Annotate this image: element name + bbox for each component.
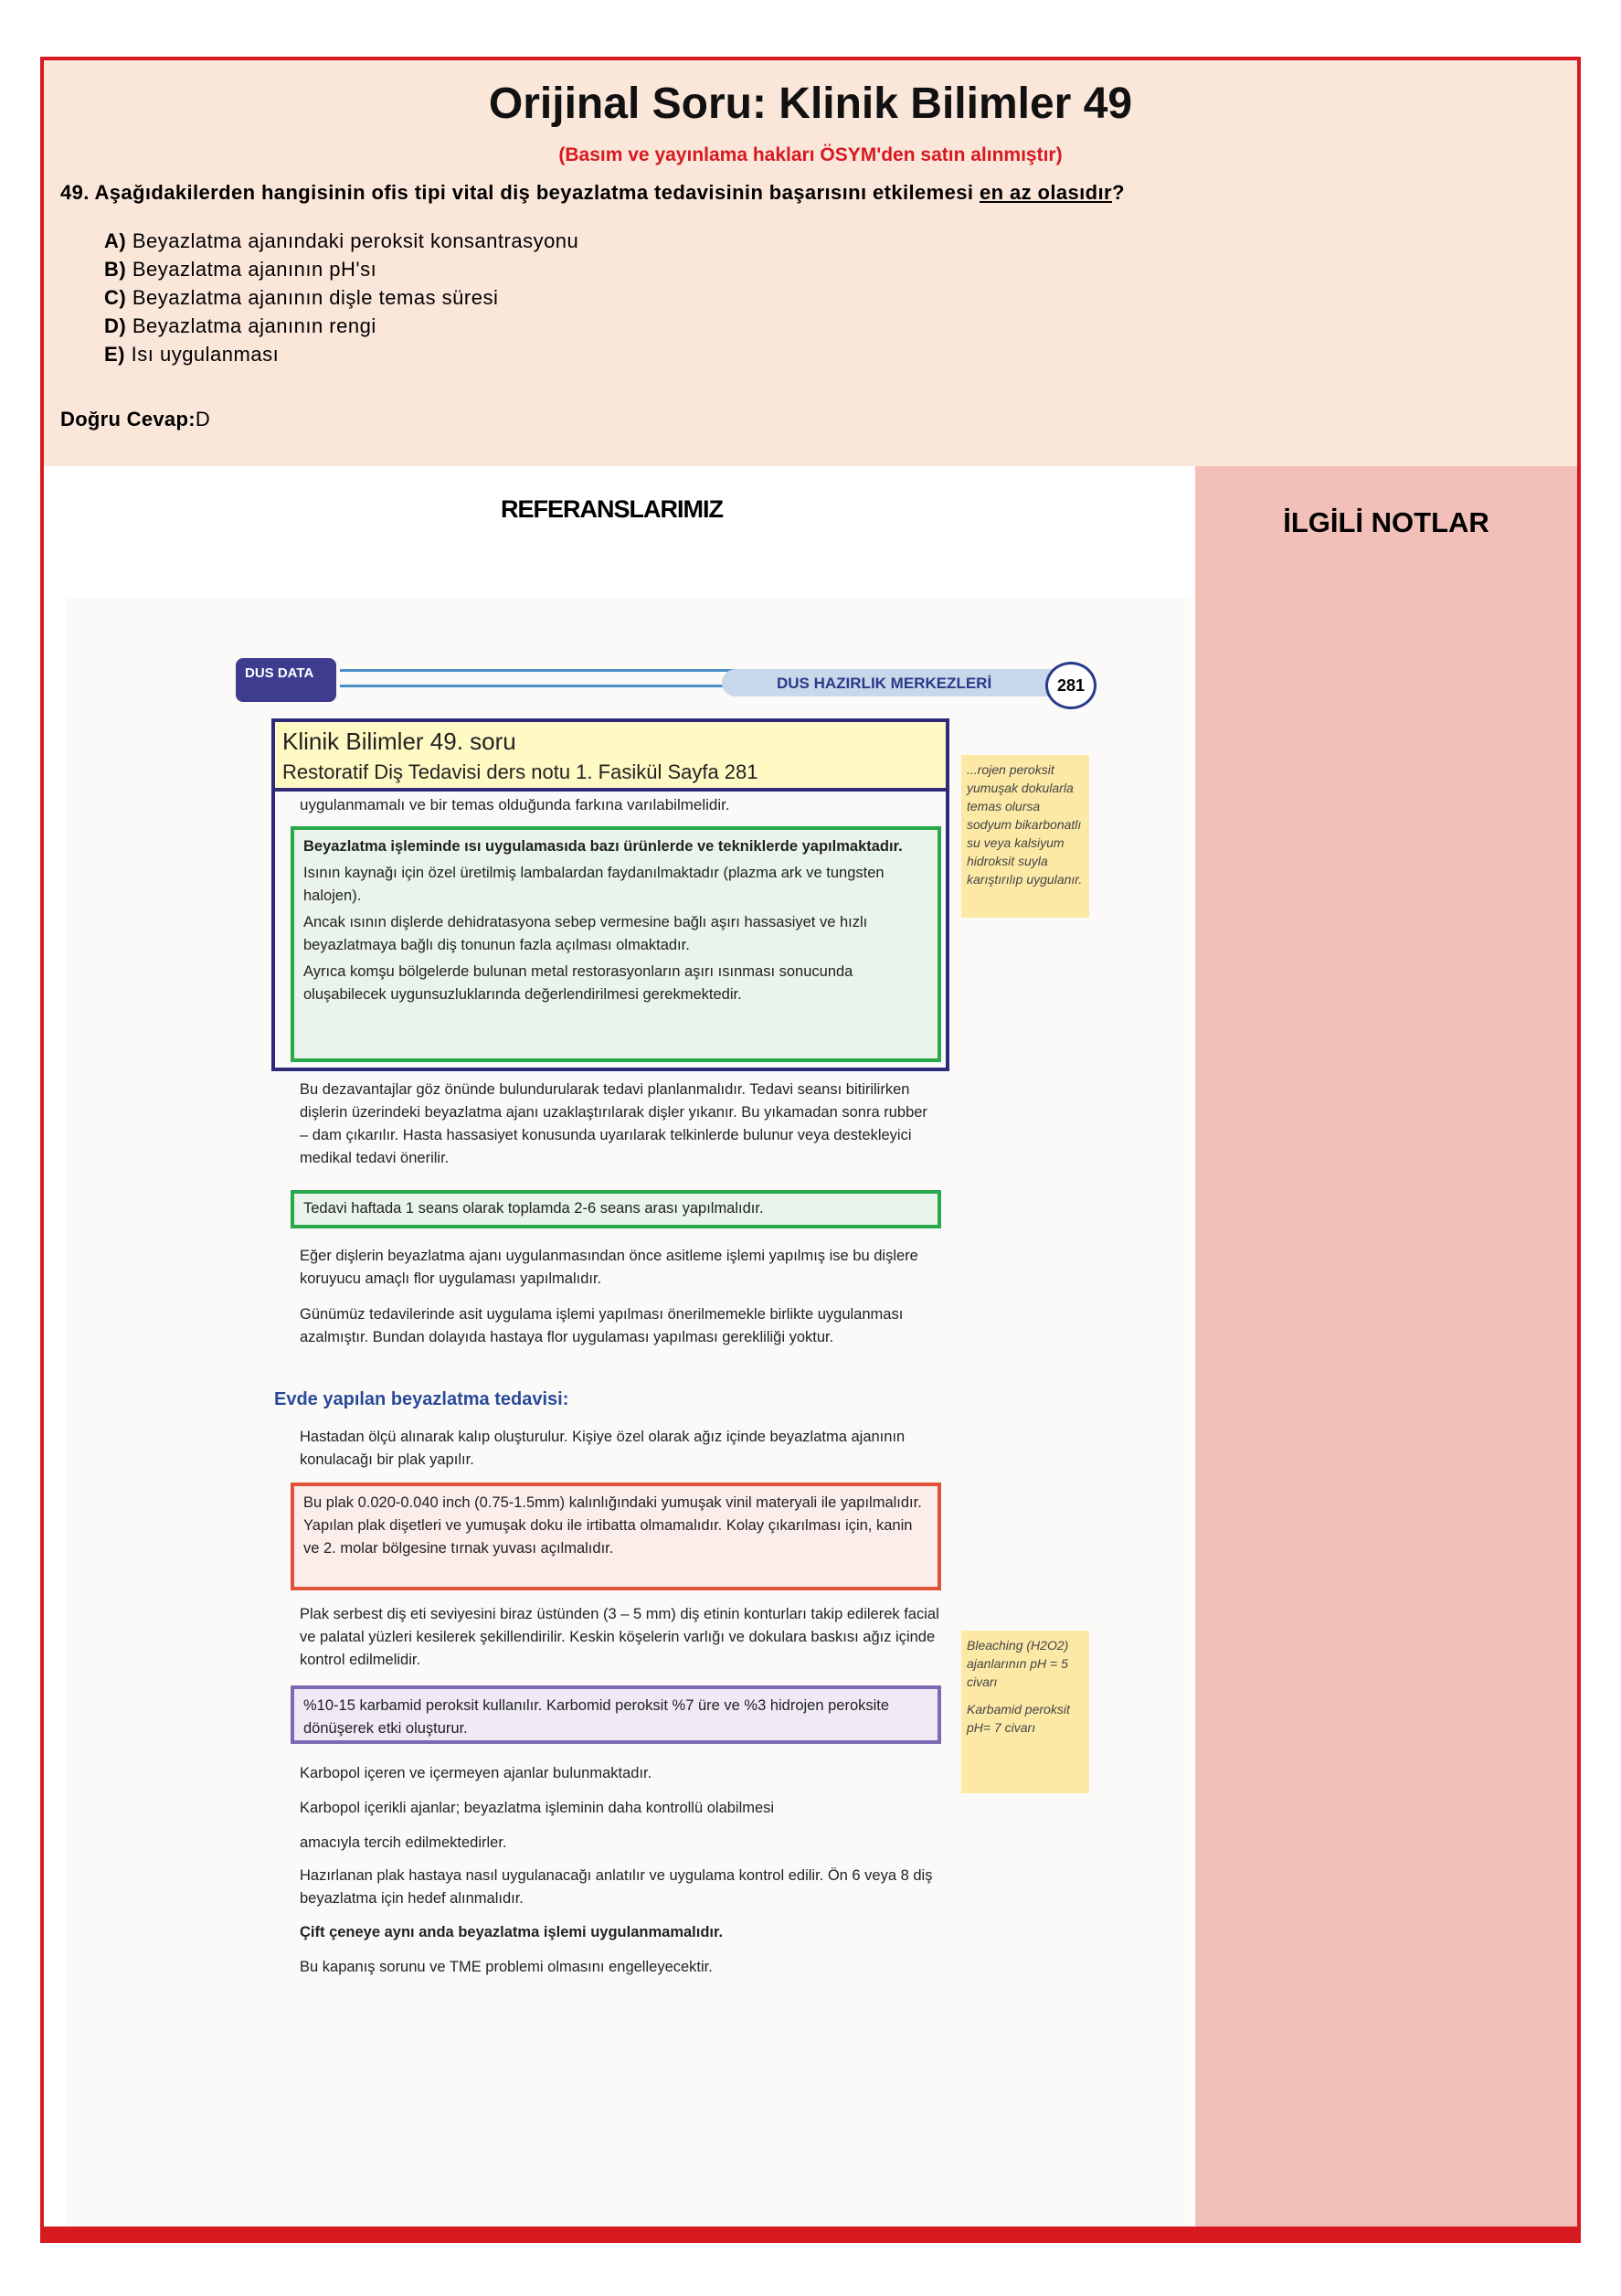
- green-note-sessions: Tedavi haftada 1 seans olarak toplamda 2-6 seans arası yapılmalıdır.: [291, 1190, 941, 1228]
- source-label: [271, 718, 949, 792]
- source-title: Klinik Bilimler 49. soru: [282, 728, 516, 755]
- header-rule: [340, 669, 760, 687]
- paragraph: Bu dezavantajlar göz önünde bulundurularak tedavi planlanmalıdır. Tedavi seansı bitirilirken dişlerin üzerindeki beyazlatma ajanı uzaklaştırılarak dişler yıkanır. Bu yıkamadan sonra rubber – dam çıkarılır. Hasta hassasiyet konusunda uyarılarak telkinlerde bulunur veya destekleyici medikal tedavi önerilir.: [300, 1081, 927, 1166]
- page-frame: [40, 57, 1581, 2243]
- green-note-heat: Beyazlatma işleminde ısı uygulamasıda bazı ürünlerde ve tekniklerde yapılmaktadır. Isının kaynağı için özel üretilmiş lambalardan faydanılmaktadır (plazma ark ve tungsten halojen). Ancak ısının dişlerde dehidratasyona sebep vermesine bağlı aşırı hassasiyet ve hızlı beyazlatmaya bağlı diş tonunun fazla açılması olmaktadır. Ayrıca komşu bölgelerde bulunan metal restorasyonların aşırı ısınması sonucunda oluşabilecek uygunsuzluklarında değerlendirilmesi gerekmektedir.: [291, 826, 941, 1062]
- question-panel: [44, 60, 1577, 466]
- option-e: E) Isı uygulanması: [104, 343, 280, 366]
- paragraph: Hastadan ölçü alınarak kalıp oluşturulur. Kişiye özel olarak ağız içinde beyazlatma ajanının konulacağı bir plak yapılır.: [300, 1429, 906, 1468]
- paragraph: Çift çeneye aynı anda beyazlatma işlemi uygulanmamalıdır.: [300, 1924, 724, 1940]
- option-b: B) Beyazlatma ajanının pH'sı: [104, 258, 377, 281]
- red-note-plate: Bu plak 0.020-0.040 inch (0.75-1.5mm) kalınlığındaki yumuşak vinil materyali ile yapılmalıdır. Yapılan plak dişetleri ve yumuşak doku ile irtibatta olmamalıdır. Kolay çıkarılması için, kanin ve 2. molar bölgesine tırnak yuvası açılmalıdır.: [291, 1483, 941, 1590]
- answer-options: [104, 227, 578, 368]
- paragraph: Plak serbest diş eti seviyesini biraz üstünden (3 – 5 mm) diş etinin konturları takip edilerek facial ve palatal yüzleri kesilerek şekillendirilir. Keskin köşelerin varlığı ve dokulara baskısı ağız içinde kontrol edilmelidir.: [300, 1606, 939, 1668]
- notes-heading: İLGİLİ NOTLAR: [1283, 506, 1489, 538]
- answer-label: Doğru Cevap:: [60, 408, 196, 430]
- dusdata-logo: DUS DATA: [236, 658, 336, 702]
- paragraph: amacıyla tercih edilmektedirler.: [300, 1834, 507, 1851]
- header-banner: DUS HAZIRLIK MERKEZLERİ: [722, 669, 1069, 696]
- paragraph: Günümüz tedavilerinde asit uygulama işlemi yapılması önerilmemekle birlikte uygulanması azalmıştır. Bundan dolayıda hastaya flor uygulaması yapılması gerekliliği yoktur.: [300, 1306, 904, 1345]
- sticky-note: ...rojen peroksit yumuşak dokularla temas olursa sodyum bikarbonatlı su veya kalsiyum hidroksit suyla karıştırılıp uygulanır.: [961, 755, 1089, 918]
- section-heading: Evde yapılan beyazlatma tedavisi:: [274, 1389, 569, 1409]
- question-text: [60, 181, 1125, 205]
- notes-column: [1195, 466, 1577, 2239]
- reference-page-image: [66, 598, 1192, 2236]
- option-a: A) Beyazlatma ajanındaki peroksit konsantrasyonu: [104, 229, 579, 252]
- question-end: ?: [1111, 181, 1125, 204]
- answer-value: D: [195, 408, 211, 430]
- option-d: D) Beyazlatma ajanının rengi: [104, 314, 376, 337]
- paragraph: Hazırlanan plak hastaya nasıl uygulanacağı anlatılır ve uygulama kontrol edilir. Ön 6 veya 8 diş beyazlatma için hedef alınmalıdır.: [300, 1867, 933, 1907]
- paragraph: Karbopol içerikli ajanlar; beyazlatma işleminin daha kontrollü olabilmesi: [300, 1800, 775, 1816]
- paragraph: Karbopol içeren ve içermeyen ajanlar bulunmaktadır.: [300, 1765, 652, 1781]
- correct-answer: [60, 408, 210, 431]
- page-title: Orijinal Soru: Klinik Bilimler 49: [488, 80, 1133, 128]
- paragraph: Bu kapanış sorunu ve TME problemi olmasını engelleyecektir.: [300, 1959, 713, 1975]
- references-heading: REFERANSLARIMIZ: [501, 495, 723, 523]
- option-c: C) Beyazlatma ajanının dişle temas süresi: [104, 286, 499, 309]
- question-stem: Aşağıdakilerden hangisinin ofis tipi vital diş beyazlatma tedavisinin başarısını etkilemesi: [94, 181, 974, 204]
- page-number: 281: [1045, 662, 1097, 709]
- source-subtitle: Restoratif Diş Tedavisi ders notu 1. Fasikül Sayfa 281: [282, 760, 758, 783]
- text-line: uygulanmamalı ve bir temas olduğunda farkına varılabilmelidir.: [300, 796, 730, 813]
- paragraph: Eğer dişlerin beyazlatma ajanı uygulanmasından önce asitleme işlemi yapılmış ise bu dişlere koruyucu amaçlı flor uygulaması yapılmalıdır.: [300, 1248, 918, 1287]
- question-emphasis: en az olasıdır: [979, 181, 1112, 204]
- sticky-note-ph: Bleaching (H2O2) ajanlarının pH = 5 civarı Karbamid peroksit pH= 7 civarı: [961, 1631, 1089, 1793]
- copyright-note: (Basım ve yayınlama hakları ÖSYM'den satın alınmıştır): [558, 144, 1063, 165]
- question-number: 49.: [60, 181, 90, 204]
- bottom-bar: [44, 2227, 1577, 2239]
- purple-note-carbamide: %10-15 karbamid peroksit kullanılır. Karbomid peroksit %7 üre ve %3 hidrojen peroksite dönüşerek etki oluşturur.: [291, 1685, 941, 1744]
